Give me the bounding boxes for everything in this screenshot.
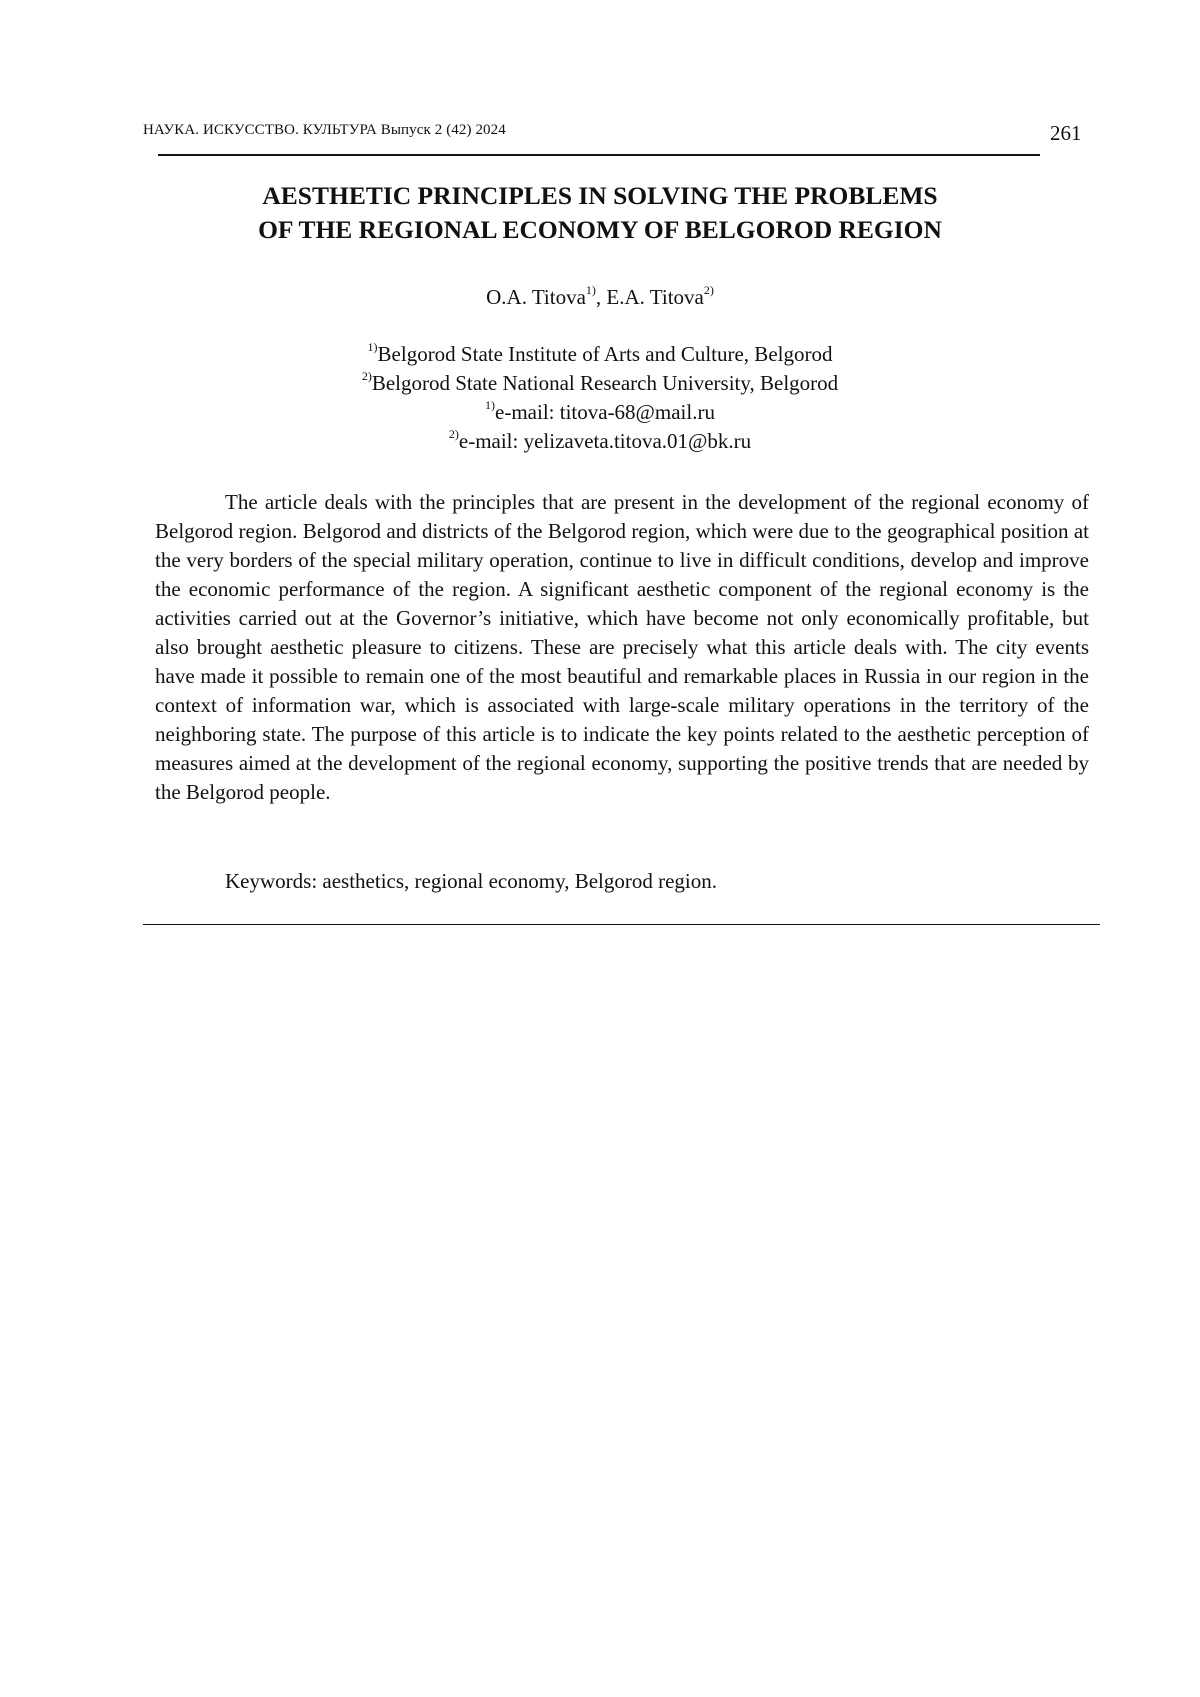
section-end-rule (143, 924, 1100, 925)
title-line: OF THE REGIONAL ECONOMY OF BELGOROD REGION (150, 213, 1050, 247)
running-title: НАУКА. ИСКУССТВО. КУЛЬТУРА Выпуск 2 (42) 2024 (143, 122, 506, 139)
affiliation-mark: 2) (449, 427, 459, 441)
author-affiliation-mark: 1) (586, 283, 596, 297)
affiliation-text: Belgorod State Institute of Arts and Culture, Belgorod (378, 342, 833, 366)
page-number: 261 (1050, 121, 1082, 146)
email-line (150, 398, 1050, 427)
author-affiliation-mark: 2) (704, 283, 714, 297)
affiliation-mark: 2) (362, 369, 372, 383)
article-title (150, 179, 1050, 247)
affiliation-mark: 1) (485, 398, 495, 412)
keywords-line: Keywords: aesthetics, regional economy, Belgorod region. (225, 867, 717, 896)
title-line: AESTHETIC PRINCIPLES IN SOLVING THE PROBLEMS (150, 179, 1050, 213)
affiliation-line (150, 369, 1050, 398)
affiliation-line (150, 340, 1050, 369)
header-rule (158, 154, 1040, 156)
affiliations-block (150, 340, 1050, 456)
abstract-paragraph: The article deals with the principles that are present in the development of the regional economy of Belgorod region. Belgorod and districts of the Belgorod region, which were due to the geographical position at the very borders of the special military operation, continue to live in difficult conditions, develop and improve the economic performance of the region. A significant aesthetic component of the regional economy is the activities carried out at the Governor’s initiative, which have become not only economically profitable, but also brought aesthetic pleasure to citizens. These are precisely what this article deals with. The city events have made it possible to remain one of the most beautiful and remarkable places in Russia in our region in the context of information war, which is associated with large-scale military operations in the territory of the neighboring state. The purpose of this article is to indicate the key points related to the aesthetic perception of measures aimed at the development of the regional economy, supporting the positive trends that are needed by the Belgorod people. (155, 488, 1089, 807)
email-text: e-mail: titova-68@mail.ru (495, 400, 715, 424)
author-name: O.A. Titova (486, 285, 586, 309)
affiliation-text: Belgorod State National Research University, Belgorod (372, 371, 838, 395)
email-line (150, 427, 1050, 456)
affiliation-mark: 1) (368, 340, 378, 354)
author-line (150, 283, 1050, 311)
journal-page (0, 0, 1200, 1697)
email-text: e-mail: yelizaveta.titova.01@bk.ru (459, 429, 751, 453)
author-name: E.A. Titova (606, 285, 703, 309)
author-separator: , (596, 285, 607, 309)
